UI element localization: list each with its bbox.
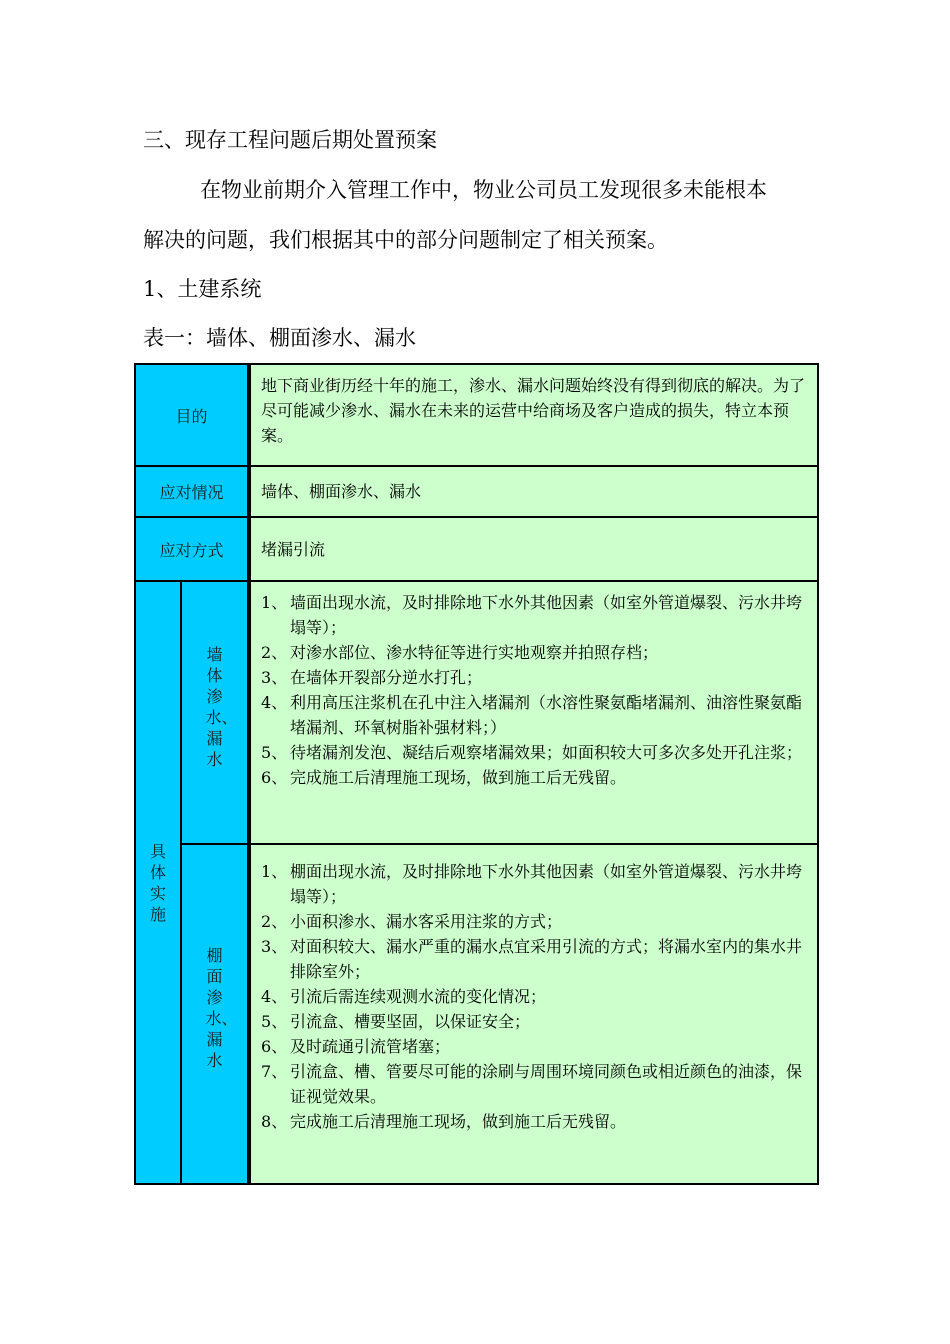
situation-label-cell xyxy=(135,466,249,517)
list-item: 6、 及时疏通引流管堵塞； xyxy=(261,1037,451,1056)
table-row-method xyxy=(135,517,818,581)
wall-steps-cell xyxy=(249,581,818,844)
intro-paragraph-line1: 在物业前期介入管理工作中，物业公司员工发现很多未能根本 xyxy=(200,178,767,202)
list-item: 3、 对面积较大、漏水严重的漏水点宜采用引流的方式；将漏水室内的集水井排除室外； xyxy=(261,937,803,981)
method-label: 应对方式 xyxy=(159,540,224,560)
method-text: 堵漏引流 xyxy=(261,539,326,559)
list-item: 8、 完成施工后清理施工现场，做到施工后无残留。 xyxy=(261,1112,627,1131)
wall-steps-list xyxy=(261,590,807,790)
situation-text-cell xyxy=(249,466,818,517)
wall-label: 墙体渗水、漏水 xyxy=(205,645,238,769)
list-item: 4、 利用高压注浆机在孔中注入堵漏剂（水溶性聚氨酯堵漏剂、油溶性聚氨酯堵漏剂、环氧树脂补强材料；） xyxy=(261,693,803,737)
purpose-label-cell xyxy=(135,364,249,466)
table-row-wall xyxy=(135,581,818,844)
list-item: 1、 墙面出现水流，及时排除地下水外其他因素（如室外管道爆裂、污水井垮塌等）； xyxy=(261,593,803,637)
list-item: 4、 引流后需连续观测水流的变化情况； xyxy=(261,987,547,1006)
table-row-situation xyxy=(135,466,818,517)
list-item: 2、 小面积渗水、漏水客采用注浆的方式； xyxy=(261,912,563,931)
situation-label: 应对情况 xyxy=(159,483,224,502)
list-item: 6、 完成施工后清理施工现场，做到施工后无残留。 xyxy=(261,768,627,787)
method-text-cell xyxy=(249,517,818,581)
purpose-label: 目的 xyxy=(175,406,208,426)
implementation-label-cell xyxy=(135,581,181,1184)
purpose-text-cell xyxy=(249,364,818,466)
table-row-ceiling xyxy=(135,844,818,1184)
implementation-label: 具体实施 xyxy=(149,841,166,924)
situation-text: 墙体、棚面渗水、漏水 xyxy=(261,482,422,501)
contingency-plan-table xyxy=(134,363,819,1185)
list-item: 1、 棚面出现水流，及时排除地下水外其他因素（如室外管道爆裂、污水井垮塌等）； xyxy=(261,862,803,906)
intro-paragraph-line2: 解决的问题，我们根据其中的部分问题制定了相关预案。 xyxy=(143,228,668,252)
ceiling-steps-list xyxy=(261,859,807,1134)
list-item: 5、 待堵漏剂发泡、凝结后观察堵漏效果；如面积较大可多次多处开孔注浆； xyxy=(261,743,803,762)
table-row-purpose xyxy=(135,364,818,466)
list-item: 2、 对渗水部位、渗水特征等进行实地观察并拍照存档； xyxy=(261,643,659,662)
purpose-text: 地下商业街历经十年的施工，渗水、漏水问题始终没有得到彻底的解决。为了尽可能减少渗水、漏水在未来的运营中给商场及客户造成的损失，特立本预案。 xyxy=(261,376,806,445)
method-label-cell xyxy=(135,517,249,581)
subsection-title: 1、土建系统 xyxy=(143,277,262,301)
section-heading: 三、现存工程问题后期处置预案 xyxy=(143,128,437,152)
ceiling-steps-cell xyxy=(249,844,818,1184)
ceiling-label: 棚面渗水、漏水 xyxy=(205,946,238,1070)
list-item: 5、 引流盒、槽要坚固，以保证安全； xyxy=(261,1012,531,1031)
list-item: 7、 引流盒、槽、管要尽可能的涂刷与周围环境同颜色或相近颜色的油漆，保证视觉效果。 xyxy=(261,1062,803,1106)
list-item: 3、 在墙体开裂部分逆水打孔； xyxy=(261,668,483,687)
table-caption: 表一：墙体、棚面渗水、漏水 xyxy=(143,326,416,350)
wall-label-cell xyxy=(181,581,249,844)
ceiling-label-cell xyxy=(181,844,249,1184)
